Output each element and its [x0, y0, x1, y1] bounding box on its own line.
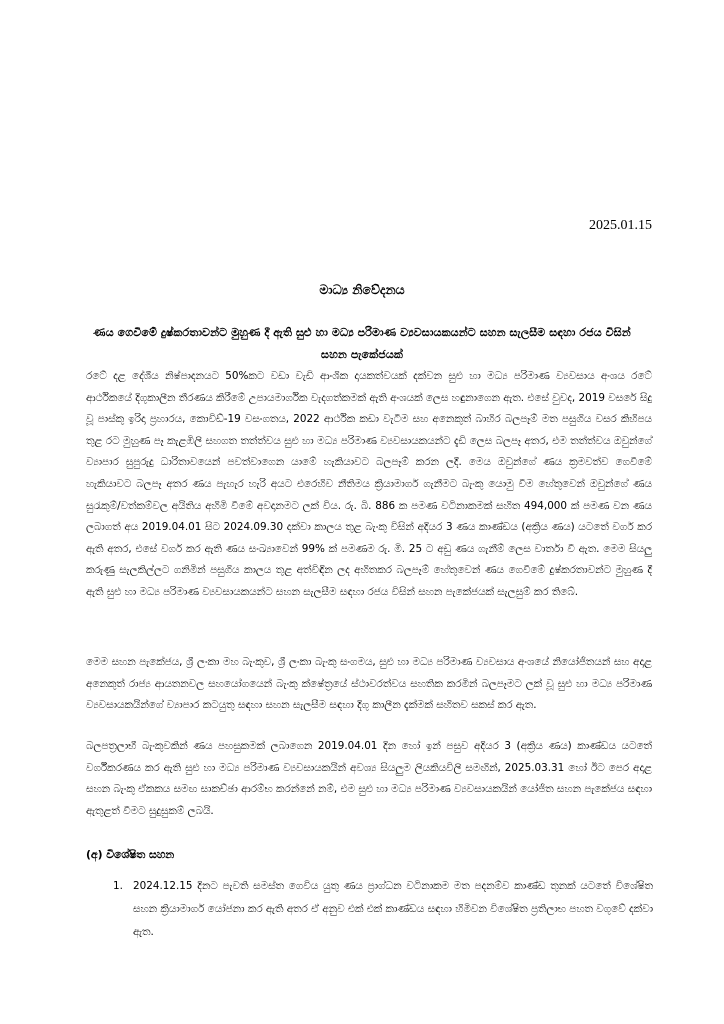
page-subtitle: ණය ගෙවීමේ දුෂ්කරතාවන්ට මුහුණ දී ඇති සුළු හා මධ්‍ය පරිමාණ ව්‍යවසායකයන්ට සහන සැලසීම සඳහා රජය විසින් සහන පැකේජයක්	[93, 326, 631, 361]
section-heading: (අ) විශේෂිත සහන	[86, 848, 174, 861]
body-paragraph-1: රටේ දළ දේශීය නිෂ්පාදනයට 50%කට වඩා වැඩි ආංශික දායකත්වයක් දක්වන සුළු හා මධ්‍ය පරිමාණ ව්‍යවසාය අංශය රටේ ආර්ථිකයේ දිගුකාලීන තීරණය කිරීමේ උපායමාර්ගික වැදගත්කමක් ඇති අංශයක් ලෙස හඳුනාගෙන ඇත. එසේ වුවද, 2019 වසරේ සිදු වූ පාස්කු ඉරිදා ප්‍රහාරය, කොවිඩ්-19 වසංගතය, 2022 ආර්ථික කඩා වැටීම සහ අනෙකුත් බාහිර බලපෑම් මත පසුගිය වසර කිහිපය තුළ රට මුහුණ පෑ කැළඹිලි සහගත තත්ත්වය සුළු හා මධ්‍ය පරිමාණ ව්‍යවසායකයන්ට දැඩි ලෙස බලපෑ අතර, එම තත්ත්වය ඔවුන්ගේ ව්‍යාපාර සුපුරුදු ධාරිතාවයෙන් පවත්වාගෙන යාමේ හැකියාවට බලපෑම් කරන ලදී. මෙය ඔවුන්ගේ ණය ක්‍රමවත්ව ගෙවීමේ හැකියාවට බලපෑ අතර ණය පැහැර හැරි අයට එරෙහිව නීතිමය ක්‍රියාමාර්ග ගැනීමට බැංකු යොමු වීම හේතුවෙන් ඔවුන්ගේ ණය සුරැකුම්/වත්කම්වල අයිතිය අහිමි වීමේ අවදානමට ලක් විය. රු. බි. 886 ක පමණ වටිනාකමක් සහිත 494,000 ක් පමණ වන ණය ලබාගත් අය 2019.04.01 සිට 2024.09.30 දක්වා කාලය තුළ බැංකු විසින් අදියර 3 ණය කාණ්ඩය (අක්‍රිය ණය) යටතේ වර්ග කර ඇති අතර, එසේ වර්ග කර ඇති ණය සංඛ්‍යාවෙන් 99% ක් පමණම රු. මි. 25 ට අඩු ණය ගැනීම් ලෙස වාර්තා වී ඇත. මෙම සියලු කරුණු සැලකිල්ලට ගනිමින් පසුගිය කාලය තුළ අත්විඳින ලද අහිතකර බලපෑම් හේතුවෙන් ණය ගෙවීමේ දුෂ්කරතාවන්ට මුහුණ දී ඇති සුළු හා මධ්‍ය පරිමාණ ව්‍යවසායකයන්ට සහන සැලසීම සඳහා රජය විසින් සහන පැකේජයක් සැලසුම් කර තිබේ.	[86, 370, 652, 598]
list-item-text: 2024.12.15 දිනට පැවති සමස්ත ගෙවිය යුතු ණය ප්‍රාග්ධන වටිනාකම මත පදනම්ව කාණ්ඩ තුනක් යටතේ විශේෂිත සහන ක්‍රියාමාර්ග යෝජනා කර ඇති අතර ඒ අනුව එක් එක් කාණ්ඩය සඳහා හිමිවන විශේෂිත ප්‍රතිලාභ පහත වගුවේ දක්වා ඇත.	[133, 880, 653, 938]
list-item-number: 1.	[113, 880, 123, 892]
list-item	[113, 875, 653, 944]
body-paragraph-2: මෙම සහන පැකේජය, ශ්‍රී ලංකා මහ බැංකුව, ශ්‍රී ලංකා බැංකු සංගමය, සුළු හා මධ්‍ය පරිමාණ ව්‍යවසාය අංශයේ නියෝජිතයන් සහ අදාළ අනෙකුත් රාජ්‍ය ආයතනවල සහයෝගයෙන් බැංකු ක්ෂේත්‍රයේ ස්ථාවරත්වය සහතික කරමින් බලපෑමට ලක් වූ සුළු හා මධ්‍ය පරිමාණ ව්‍යවසායකයින්ගේ ව්‍යාපාර කටයුතු සඳහා සහන සැලසීම සඳහා දිගු කාලීන දැක්මක් සහිතව සකස් කර ඇත.	[86, 656, 652, 712]
page-title: මාධ්‍ය නිවේදනය	[319, 282, 405, 297]
numbered-list	[113, 875, 653, 944]
release-date: 2025.01.15	[589, 218, 652, 233]
body-paragraph-3: බලපත්‍රලාභී බැංකුවකින් ණය පහසුකමක් ලබාගෙන 2019.04.01 දින හෝ ඉන් පසුව අදියර 3 (අක්‍රිය ණය) කාණ්ඩය යටතේ වර්ගීකරණය කර ඇති සුළු හා මධ්‍ය පරිමාණ ව්‍යවසායකයින් අවශ්‍ය සියලුම ලියකියවිලි සමඟින්, 2025.03.31 හෝ ඊට පෙර අදාළ සහන බැංකු ඒකකය සමඟ සාකච්ඡා ආරම්භ කරන්නේ නම්, එම සුළු හා මධ්‍ය පරිමාණ ව්‍යවසායකයින් යෝජිත සහන පැකේජය සඳහා ඇතුළත් වීමට සුදුසුකම් ලබයි.	[86, 740, 652, 817]
